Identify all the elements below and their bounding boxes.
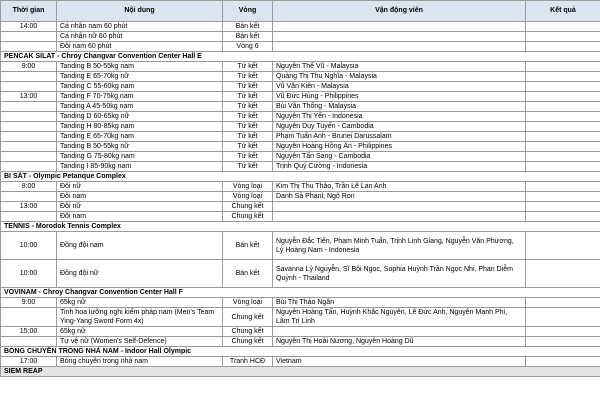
table-row (1, 112, 600, 122)
round-cell: Bán kết (223, 32, 273, 42)
result-cell (526, 122, 600, 132)
event-cell: Tanding B 50-55kg nữ (57, 142, 223, 152)
result-cell (526, 192, 600, 202)
table-row (1, 212, 600, 222)
time-cell: 13:00 (1, 202, 57, 212)
event-cell: Tanding D 60-65kg nữ (57, 112, 223, 122)
event-cell: Tanding G 75-80kg nam (57, 152, 223, 162)
athletes-cell: Vũ Văn Kiên - Malaysia (273, 82, 526, 92)
event-cell: 65kg nữ (57, 298, 223, 308)
event-cell: Tinh hoa lưỡng nghi kiếm pháp nam (Men's Team Ying-Yang Sword Form 4x) (57, 308, 223, 327)
time-cell (1, 162, 57, 172)
time-cell (1, 32, 57, 42)
athletes-cell (273, 32, 526, 42)
athletes-cell: Nguyễn Hoàng Hồng Ân - Philippines (273, 142, 526, 152)
table-row (1, 92, 600, 102)
athletes-cell: Nguyễn Tấn Sang - Cambodia (273, 152, 526, 162)
round-cell: Chung kết (223, 202, 273, 212)
result-cell (526, 82, 600, 92)
result-cell (526, 42, 600, 52)
event-cell: Tanding C 55-60kg nam (57, 82, 223, 92)
result-cell (526, 357, 600, 367)
result-cell (526, 260, 600, 288)
header-row (1, 1, 600, 22)
result-cell (526, 92, 600, 102)
athletes-cell: Phạm Tuấn Anh - Brunei Darussalam (273, 132, 526, 142)
athletes-cell: Bùi Thị Thảo Ngân (273, 298, 526, 308)
athletes-cell: Nguyễn Duy Tuyến - Cambodia (273, 122, 526, 132)
table-row (1, 202, 600, 212)
athletes-cell: Trịnh Quý Cường - Indonesia (273, 162, 526, 172)
table-row (1, 260, 600, 288)
round-cell: Bán kết (223, 22, 273, 32)
round-cell: Tứ kết (223, 162, 273, 172)
event-cell: Tanding H 80-85kg nam (57, 122, 223, 132)
table-row (1, 182, 600, 192)
section-row (1, 222, 600, 232)
event-cell: Tanding B 50-55kg nam (57, 62, 223, 72)
table-row (1, 142, 600, 152)
header-round: Vòng (223, 1, 273, 22)
round-cell: Tứ kết (223, 92, 273, 102)
table-row (1, 337, 600, 347)
round-cell: Tứ kết (223, 152, 273, 162)
section-row (1, 347, 600, 357)
athletes-cell (273, 212, 526, 222)
athletes-cell: Kim Thị Thu Thảo, Trần Lê Lan Anh (273, 182, 526, 192)
section-title: VOVINAM - Chroy Changvar Convention Center Hall F (1, 288, 600, 298)
time-cell: 15:00 (1, 327, 57, 337)
event-cell: Đôi nữ (57, 182, 223, 192)
event-cell: Đôi nam (57, 192, 223, 202)
athletes-cell: Nguyễn Thế Vũ - Malaysia (273, 62, 526, 72)
round-cell: Bán kết (223, 232, 273, 260)
table-row (1, 82, 600, 92)
event-cell: Tanding A 45-50kg nam (57, 102, 223, 112)
time-cell (1, 152, 57, 162)
section-row (1, 52, 600, 62)
time-cell: 9:00 (1, 298, 57, 308)
event-cell: Tự vệ nữ (Women's Self-Defence) (57, 337, 223, 347)
event-cell: Đôi nam 60 phút (57, 42, 223, 52)
section-title: BI SẮT - Olympic Petanque Complex (1, 172, 600, 182)
round-cell: Tứ kết (223, 122, 273, 132)
athletes-cell: Nguyễn Thị Hoài Nương, Nguyễn Hoàng Dũ (273, 337, 526, 347)
table-row (1, 357, 600, 367)
round-cell: Tứ kết (223, 62, 273, 72)
athletes-cell: Bùi Văn Thống - Malaysia (273, 102, 526, 112)
event-cell: Đồng đội nam (57, 232, 223, 260)
athletes-cell: Vũ Đức Hùng - Philippines (273, 92, 526, 102)
schedule-body (1, 22, 600, 377)
round-cell: Tứ kết (223, 142, 273, 152)
result-cell (526, 72, 600, 82)
result-cell (526, 182, 600, 192)
table-row (1, 232, 600, 260)
event-cell: Cá nhân nam 60 phút (57, 22, 223, 32)
athletes-cell: Quàng Thị Thu Nghĩa - Malaysia (273, 72, 526, 82)
table-row (1, 162, 600, 172)
time-cell (1, 102, 57, 112)
result-cell (526, 62, 600, 72)
round-cell: Tứ kết (223, 102, 273, 112)
time-cell: 17:00 (1, 357, 57, 367)
athletes-cell: Danh Sà Phanl, Ngô Ron (273, 192, 526, 202)
table-row (1, 152, 600, 162)
table-row (1, 132, 600, 142)
table-row (1, 308, 600, 327)
event-cell: Cá nhân nữ 60 phút (57, 32, 223, 42)
time-cell: 8:00 (1, 182, 57, 192)
event-cell: Tanding E 65-70kg nữ (57, 72, 223, 82)
header-time: Thời gian (1, 1, 57, 22)
table-row (1, 62, 600, 72)
result-cell (526, 102, 600, 112)
section-title: SIEM REAP (1, 367, 600, 377)
time-cell (1, 192, 57, 202)
event-cell: Đồng đội nữ (57, 260, 223, 288)
athletes-cell (273, 202, 526, 212)
result-cell (526, 152, 600, 162)
result-cell (526, 22, 600, 32)
table-row (1, 102, 600, 112)
result-cell (526, 132, 600, 142)
section-title: BÓNG CHUYỀN TRONG NHÀ NAM - Indoor Hall Olympic (1, 347, 600, 357)
section-row (1, 172, 600, 182)
result-cell (526, 162, 600, 172)
table-row (1, 42, 600, 52)
section-title: TENNIS - Morodok Tennis Complex (1, 222, 600, 232)
result-cell (526, 337, 600, 347)
round-cell: Vòng loại (223, 298, 273, 308)
result-cell (526, 232, 600, 260)
event-cell: Tanding E 65-70kg nam (57, 132, 223, 142)
event-cell: Bóng chuyền trong nhà nam (57, 357, 223, 367)
round-cell: Tứ kết (223, 72, 273, 82)
result-cell (526, 212, 600, 222)
result-cell (526, 327, 600, 337)
table-row (1, 32, 600, 42)
time-cell: 10:00 (1, 232, 57, 260)
time-cell (1, 142, 57, 152)
round-cell: Tranh HCĐ (223, 357, 273, 367)
header-athletes: Vận động viên (273, 1, 526, 22)
table-row (1, 327, 600, 337)
table-row (1, 298, 600, 308)
time-cell: 13:00 (1, 92, 57, 102)
header-event: Nội dung (57, 1, 223, 22)
time-cell: 9:00 (1, 62, 57, 72)
time-cell: 10:00 (1, 260, 57, 288)
athletes-cell: Savanna Lý Nguyễn, Sĩ Bội Ngọc, Sophia Huỳnh Trần Ngọc Nhi, Phan Diễm Quỳnh - Thailand (273, 260, 526, 288)
section-title: PENCAK SILAT - Chroy Changvar Convention Center Hall E (1, 52, 600, 62)
result-cell (526, 202, 600, 212)
result-cell (526, 112, 600, 122)
round-cell: Tứ kết (223, 82, 273, 92)
time-cell (1, 42, 57, 52)
round-cell: Bán kết (223, 260, 273, 288)
result-cell (526, 142, 600, 152)
event-cell: Đôi nữ (57, 202, 223, 212)
athletes-cell (273, 22, 526, 32)
time-cell (1, 337, 57, 347)
section-row (1, 288, 600, 298)
round-cell: Chung kết (223, 337, 273, 347)
event-cell: Tanding I 85-90kg nam (57, 162, 223, 172)
athletes-cell: Nguyễn Hoàng Tấn, Huỳnh Khắc Nguyên, Lê Đức Anh, Nguyễn Mạnh Phi, Lâm Trí Linh (273, 308, 526, 327)
round-cell: Chung kết (223, 327, 273, 337)
athletes-cell: Vietnam (273, 357, 526, 367)
athletes-cell (273, 42, 526, 52)
table-row (1, 22, 600, 32)
time-cell: 14:00 (1, 22, 57, 32)
round-cell: Chung kết (223, 212, 273, 222)
header-result: Kết quả (526, 1, 600, 22)
athletes-cell (273, 327, 526, 337)
athletes-cell: Nguyễn Đắc Tiến, Phạm Minh Tuấn, Trịnh Linh Giang, Nguyễn Văn Phương, Lý Hoàng Nam - Indonesia (273, 232, 526, 260)
round-cell: Vòng loại (223, 182, 273, 192)
time-cell (1, 72, 57, 82)
round-cell: Tứ kết (223, 132, 273, 142)
time-cell (1, 82, 57, 92)
time-cell (1, 122, 57, 132)
athletes-cell: Nguyễn Thị Yến - Indonesia (273, 112, 526, 122)
time-cell (1, 212, 57, 222)
event-cell: 65kg nữ (57, 327, 223, 337)
time-cell (1, 112, 57, 122)
event-cell: Đôi nam (57, 212, 223, 222)
result-cell (526, 308, 600, 327)
table-row (1, 122, 600, 132)
round-cell: Tứ kết (223, 112, 273, 122)
round-cell: Chung kết (223, 308, 273, 327)
table-row (1, 192, 600, 202)
section-row (1, 367, 600, 377)
result-cell (526, 298, 600, 308)
round-cell: Vòng 6 (223, 42, 273, 52)
result-cell (526, 32, 600, 42)
time-cell (1, 132, 57, 142)
round-cell: Vòng loại (223, 192, 273, 202)
table-row (1, 72, 600, 82)
event-cell: Tanding F 70-75kg nam (57, 92, 223, 102)
time-cell (1, 308, 57, 327)
